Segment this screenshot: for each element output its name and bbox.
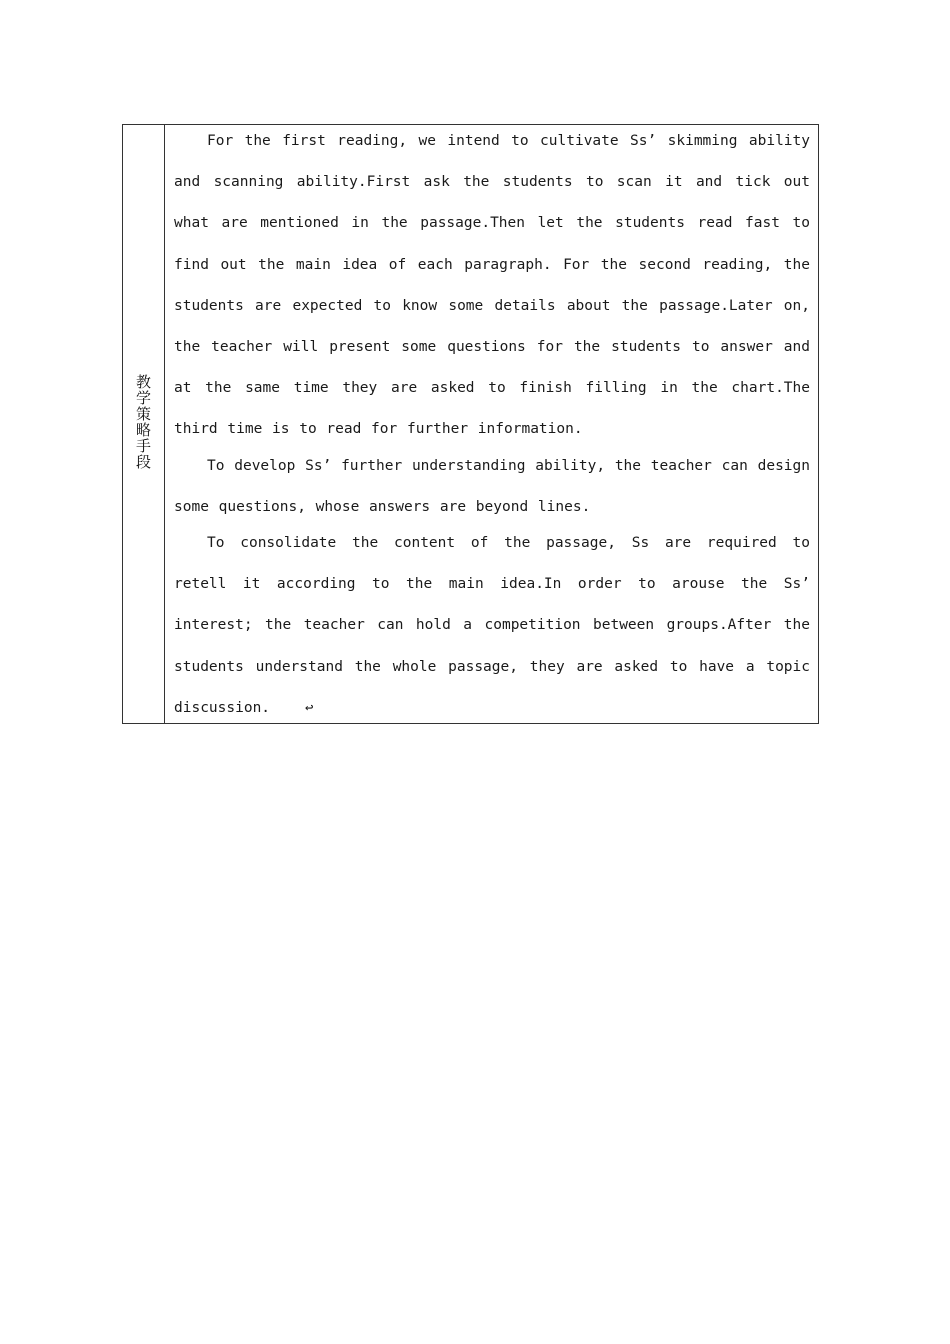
row-label-cell: [123, 125, 165, 723]
paragraph-consolidate-text: To consolidate the content of the passage, Ss are required to retell it according to the main idea.In order to arouse the Ss’ interest; the teacher can hold a competition between groups.After the students understand the whole passage, they are asked to have a topic discussion.: [174, 535, 810, 716]
content-cell: [165, 125, 818, 723]
paragraph-reading: For the first reading, we intend to cultivate Ss’ skimming ability and scanning ability.First ask the students to scan it and tick out what are mentioned in the passage.Then let the students read fast to find out the main idea of each paragraph. For the second reading, the students are expected to know some details about the passage.Later on, the teacher will present some questions for the students to answer and at the same time they are asked to finish filling in the chart.The third time is to read for further information.: [174, 133, 810, 438]
strategy-table: [122, 124, 819, 724]
row-label: 教学策略手段: [134, 374, 152, 470]
paragraph-understanding: To develop Ss’ further understanding ability, the teacher can design some questions, whose answers are beyond lines.: [174, 457, 810, 515]
paragraph-end-icon: ↩: [305, 699, 314, 716]
paragraph-consolidate: [174, 523, 810, 729]
